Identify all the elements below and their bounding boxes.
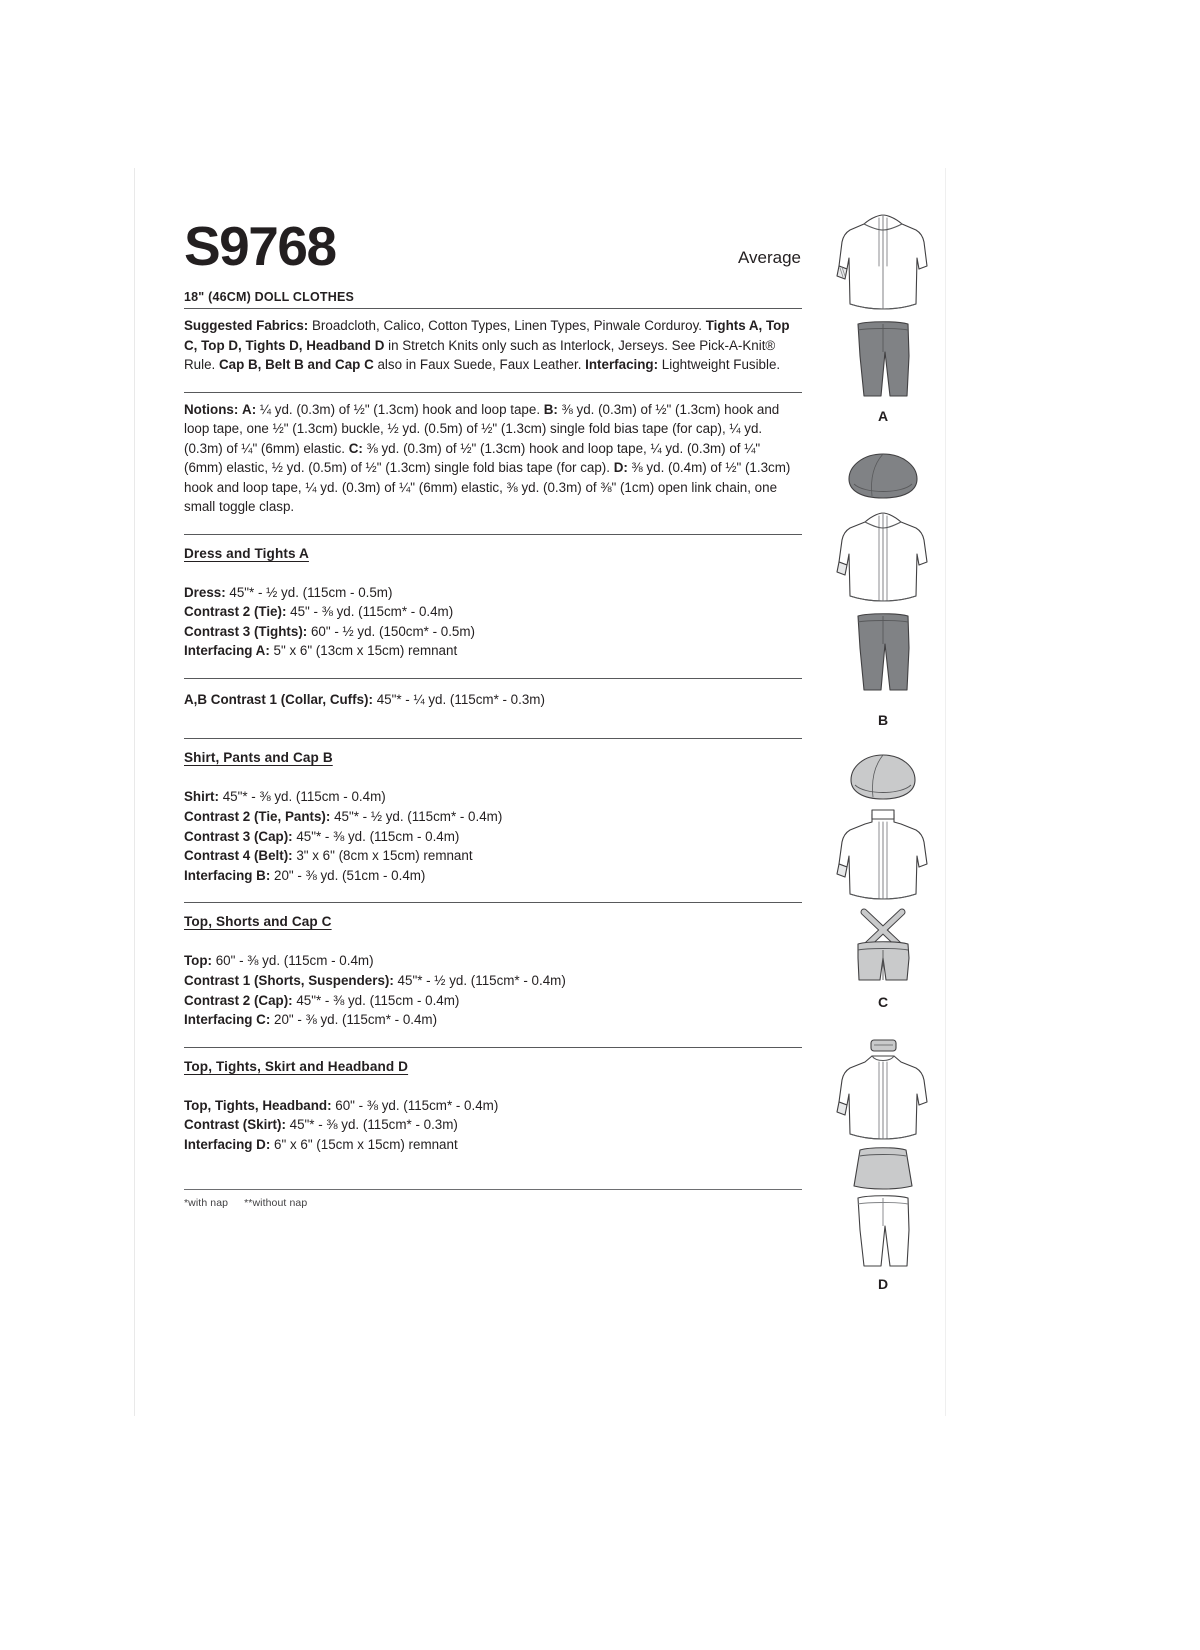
shared-contrast-row: [184, 690, 802, 710]
tights-a-icon: [858, 322, 909, 396]
yardage-row: [184, 583, 802, 603]
cap-c-icon: [851, 755, 915, 799]
yardage-value: 5" x 6" (13cm x 15cm) remnant: [269, 643, 458, 659]
notions-label: Notions:: [184, 401, 239, 417]
fabrics-text-2: in Stretch Knits only such as Interlock, Jerseys. See Pick-A-Knit® Rule.: [184, 337, 776, 372]
yardage-list-b: [184, 787, 802, 885]
yardage-value: 20" - ⅜ yd. (51cm - 0.4m): [270, 867, 426, 883]
yardage-value: 60" - ½ yd. (150cm* - 0.5m): [307, 623, 475, 639]
yardage-list-d: [184, 1096, 802, 1155]
page-title: S9768: [184, 215, 336, 277]
yardage-row: [184, 602, 802, 622]
doll-size-heading: 18" (46CM) DOLL CLOTHES: [184, 290, 355, 304]
yardage-list-a: [184, 583, 802, 661]
yardage-row: [184, 827, 802, 847]
view-letter-c: C: [877, 994, 889, 1010]
notions-c-label: C:: [348, 440, 363, 456]
difficulty-label: Average: [737, 248, 801, 267]
yardage-row: [184, 1096, 802, 1116]
yardage-label: Contrast 2 (Tie, Pants):: [184, 809, 331, 825]
dress-jacket-a-icon: [837, 215, 927, 309]
section-title-top-tights-skirt-headband-d: Top, Tights, Skirt and Headband D: [184, 1058, 409, 1074]
divider-footnote: [184, 1189, 802, 1190]
yardage-value: 45"* - ⅜ yd. (115cm* - 0.3m): [285, 1117, 458, 1133]
notions-paragraph: [184, 400, 802, 517]
view-d-garments: [824, 1034, 942, 1274]
yardage-label: Contrast 3 (Cap):: [184, 828, 293, 844]
fabrics-text-3: also in Faux Suede, Faux Leather.: [373, 357, 586, 372]
shared-contrast-value: 45"* - ¼ yd. (115cm* - 0.3m): [372, 691, 545, 707]
fabrics-text-1: Broadcloth, Calico, Cotton Types, Linen Types, Pinwale Corduroy.: [308, 318, 706, 333]
yardage-row: [184, 971, 802, 991]
yardage-value: 20" - ⅜ yd. (115cm* - 0.4m): [270, 1012, 438, 1028]
fabrics-bold-1: Tights A, Top C, Top D, Tights D, Headband D: [184, 318, 790, 353]
yardage-value: 45"* - ⅜ yd. (115cm - 0.4m): [218, 789, 386, 805]
yardage-row: [184, 1010, 802, 1030]
illustration-group-a: [824, 206, 942, 424]
nap-footnote: [184, 1197, 802, 1209]
headband-d-icon: [871, 1040, 896, 1051]
yardage-value: 45"* - ⅜ yd. (115cm - 0.4m): [292, 828, 460, 844]
yardage-row: [184, 951, 802, 971]
yardage-label: Contrast 2 (Tie):: [184, 604, 287, 620]
yardage-value: 60" - ⅜ yd. (115cm - 0.4m): [212, 953, 374, 969]
illustration-group-b: [824, 450, 942, 728]
text-column: [184, 198, 802, 1209]
yardage-row: [184, 641, 802, 661]
yardage-value: 45"* - ⅜ yd. (115cm - 0.4m): [292, 992, 460, 1008]
spacer-6: [184, 1030, 802, 1047]
shirt-b-icon: [837, 513, 927, 601]
tights-d-icon: [858, 1196, 909, 1266]
spacer-7: [184, 1155, 802, 1189]
yardage-label: Shirt:: [184, 789, 219, 805]
notions-a-label: A:: [242, 401, 257, 417]
spacer-3: [184, 661, 802, 678]
divider-section-b: [184, 738, 802, 739]
yardage-label: Contrast (Skirt):: [184, 1117, 286, 1133]
divider-section-a: [184, 534, 802, 535]
yardage-label: Dress:: [184, 584, 226, 600]
notions-a-text: ¼ yd. (0.3m) of ½" (1.3cm) hook and loop tape.: [256, 401, 544, 417]
yardage-row: [184, 807, 802, 827]
yardage-value: 45"* - ½ yd. (115cm* - 0.4m): [330, 809, 503, 825]
yardage-value: 45"* - ½ yd. (115cm - 0.5m): [225, 584, 393, 600]
yardage-label: Interfacing D:: [184, 1137, 271, 1152]
skirt-d-icon: [854, 1148, 912, 1189]
view-a-garments: [824, 206, 942, 406]
yardage-label: Contrast 2 (Cap):: [184, 992, 293, 1008]
yardage-row: [184, 622, 802, 642]
yardage-label: Interfacing B:: [184, 867, 271, 883]
divider-shared-contrast: [184, 678, 802, 679]
header: [184, 198, 802, 284]
yardage-label: Contrast 3 (Tights):: [184, 623, 308, 639]
yardage-row: [184, 866, 802, 886]
fabrics-bold-2: Cap B, Belt B and Cap C: [218, 357, 374, 372]
yardage-value: 3" x 6" (8cm x 15cm) remnant: [292, 848, 473, 864]
yardage-label: Contrast 4 (Belt):: [184, 848, 293, 864]
fabrics-text-4: Lightweight Fusible.: [658, 357, 781, 372]
yardage-row: [184, 1135, 802, 1155]
fabrics-bold-3: Interfacing:: [585, 357, 659, 372]
illustration-group-d: [824, 1034, 942, 1292]
shared-contrast-label: A,B Contrast 1 (Collar, Cuffs):: [184, 691, 373, 707]
divider-section-c: [184, 902, 802, 903]
spacer-4: [184, 721, 802, 738]
yardage-label: Top:: [184, 953, 213, 969]
spacer-5: [184, 885, 802, 902]
section-title-dress-tights-a: Dress and Tights A: [184, 545, 309, 561]
notions-b-label: B:: [543, 401, 558, 417]
view-c-garments: [824, 752, 942, 992]
suggested-fabrics-paragraph: [184, 316, 802, 375]
cap-b-icon: [849, 454, 917, 498]
divider-notions: [184, 392, 802, 393]
without-nap-note: **without nap: [244, 1196, 308, 1209]
shorts-suspenders-c-icon: [858, 912, 909, 980]
view-letter-d: D: [877, 1276, 889, 1292]
top-c-icon: [837, 810, 927, 899]
suggested-fabrics-label: Suggested Fabrics:: [184, 318, 309, 333]
yardage-row: [184, 787, 802, 807]
yardage-value: 45"* - ½ yd. (115cm* - 0.4m): [393, 973, 566, 989]
divider-section-d: [184, 1047, 802, 1048]
pants-b-icon: [858, 614, 909, 690]
notions-d-text: ⅜ yd. (0.4m) of ½" (1.3cm) hook and loop tape, ¼ yd. (0.3m) of ¼" (6mm) elastic, ⅜ yd. (0.3m) of ⅜" (1cm) open link chain, one small toggle clasp.: [184, 460, 791, 514]
yardage-list-c: [184, 951, 802, 1029]
view-letter-a: A: [877, 408, 889, 424]
with-nap-note: *with nap: [184, 1196, 229, 1209]
top-d-icon: [837, 1056, 927, 1139]
yardage-row: [184, 991, 802, 1011]
notions-b-text: ⅜ yd. (0.3m) of ½" (1.3cm) hook and loop tape, one ½" (1.3cm) buckle, ½ yd. (0.5m) of ½" (1.3cm) single fold bias tape (for cap), ¼ yd. (0.3m) of ¼" (6mm) elastic.: [184, 401, 780, 456]
divider-top: [184, 308, 802, 309]
yardage-label: Contrast 1 (Shorts, Suspenders):: [184, 973, 394, 989]
spacer-2: [184, 517, 802, 534]
yardage-label: Interfacing A:: [184, 643, 270, 659]
yardage-label: Interfacing C:: [184, 1012, 271, 1028]
yardage-value: 6" x 6" (15cm x 15cm) remnant: [270, 1137, 458, 1152]
yardage-label: Top, Tights, Headband:: [184, 1097, 332, 1113]
view-b-garments: [824, 450, 942, 710]
section-title-top-shorts-cap-c: Top, Shorts and Cap C: [184, 914, 332, 930]
illustration-group-c: [824, 752, 942, 1010]
yardage-value: 60" - ⅜ yd. (115cm* - 0.4m): [331, 1097, 499, 1113]
notions-d-label: D:: [613, 460, 628, 475]
spacer-1: [184, 375, 802, 392]
yardage-row: [184, 1115, 802, 1135]
view-letter-b: B: [877, 712, 889, 728]
yardage-row: [184, 846, 802, 866]
pattern-envelope-back: [134, 168, 946, 1416]
yardage-value: 45" - ⅜ yd. (115cm* - 0.4m): [286, 604, 454, 620]
notions-c-text: ⅜ yd. (0.3m) of ½" (1.3cm) hook and loop tape, ¼ yd. (0.3m) of ¼" (6mm) elastic, ½ yd. (0.5m) of ½" (1.3cm) single fold bias tape (for cap).: [184, 440, 761, 475]
illustration-column: [824, 206, 942, 1292]
section-title-shirt-pants-cap-b: Shirt, Pants and Cap B: [184, 750, 333, 766]
